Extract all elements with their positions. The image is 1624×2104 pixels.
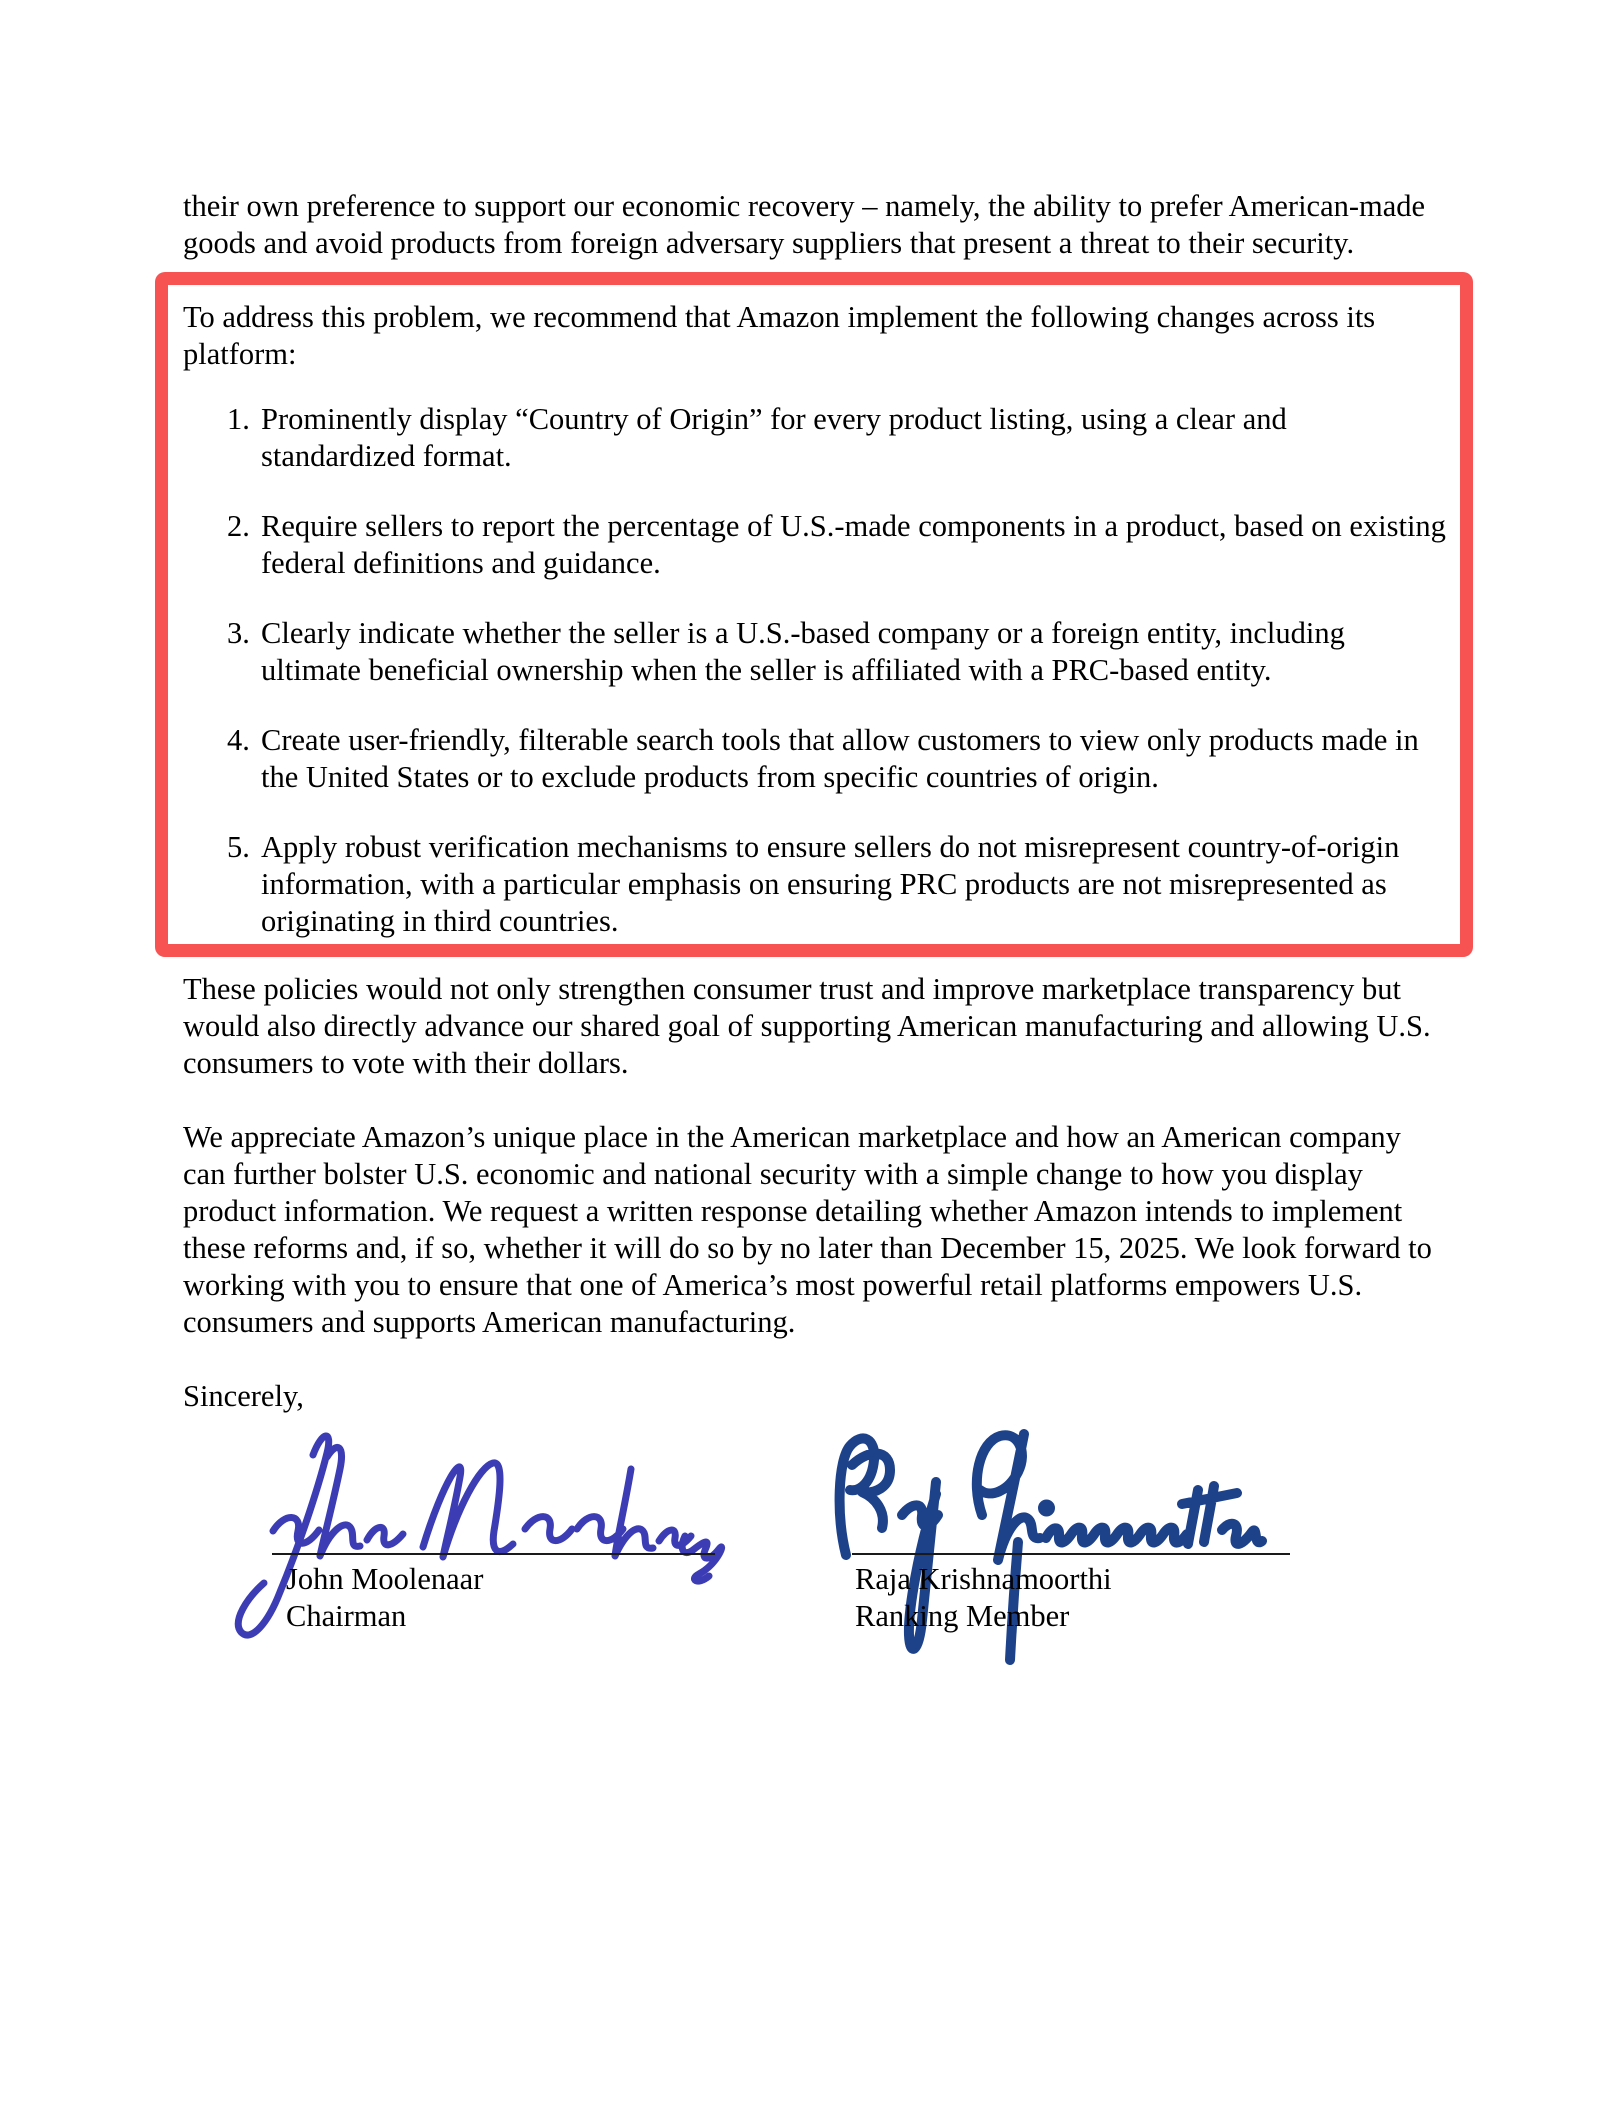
list-item-text: Clearly indicate whether the seller is a U.S.-based company or a foreign entity, including ultimate beneficial ownership when the seller is affiliated with a PRC-based entity. — [261, 616, 1345, 687]
highlight-box — [155, 272, 1473, 957]
signer-title: Chairman — [286, 1599, 407, 1633]
signer-title: Ranking Member — [855, 1599, 1070, 1633]
list-item-number: 5. — [227, 830, 250, 864]
list-item-text: Apply robust verification mechanisms to ensure sellers do not misrepresent country-of-origin information, with a particular emphasis on ensuring PRC products are not misrepresented as originating in third countries. — [261, 830, 1400, 938]
recommendations-lead-in: To address this problem, we recommend that Amazon implement the following changes across its platform: — [183, 300, 1376, 371]
signature-row — [183, 1415, 1449, 1715]
signature-line — [272, 1553, 715, 1555]
signature-block-ranking-member — [852, 1415, 1290, 1675]
list-item-text: Create user-friendly, filterable search tools that allow customers to view only products made in the United States or to exclude products from specific countries of origin. — [261, 723, 1419, 794]
recommendations-list — [183, 401, 1448, 940]
list-item — [227, 829, 1448, 940]
signer-name: John Moolenaar — [286, 1562, 484, 1596]
signer-name: Raja Krishnamoorthi — [855, 1562, 1112, 1596]
signature-line — [852, 1553, 1290, 1555]
list-item — [227, 722, 1448, 796]
closing-salutation: Sincerely, — [183, 1379, 304, 1413]
signature-block-chairman — [272, 1415, 715, 1675]
paragraph-policies: These policies would not only strengthen consumer trust and improve marketplace transparency but would also directly advance our shared goal of supporting American manufacturing and allowing U.S. consumers to vote with their dollars. — [183, 972, 1431, 1080]
paragraph-continuation: their own preference to support our economic recovery – namely, the ability to prefer American-made goods and avoid products from foreign adversary suppliers that present a threat to their security. — [183, 189, 1426, 260]
list-item — [227, 615, 1448, 689]
letter-body — [183, 188, 1449, 1715]
list-item — [227, 401, 1448, 475]
list-item — [227, 508, 1448, 582]
list-item-text: Require sellers to report the percentage of U.S.-made components in a product, based on existing federal definitions and guidance. — [261, 509, 1446, 580]
list-item-number: 2. — [227, 509, 250, 543]
list-item-number: 3. — [227, 616, 250, 650]
list-item-number: 1. — [227, 402, 250, 436]
list-item-text: Prominently display “Country of Origin” for every product listing, using a clear and standardized format. — [261, 402, 1287, 473]
list-item-number: 4. — [227, 723, 250, 757]
paragraph-appreciate: We appreciate Amazon’s unique place in the American marketplace and how an American company can further bolster U.S. economic and national security with a simple change to how you display product information. We request a written response detailing whether Amazon intends to implement these reforms and, if so, whether it will do so by no later than December 15, 2025. We look forward to working with you to ensure that one of America’s most powerful retail platforms empowers U.S. consumers and supports American manufacturing. — [183, 1120, 1432, 1339]
